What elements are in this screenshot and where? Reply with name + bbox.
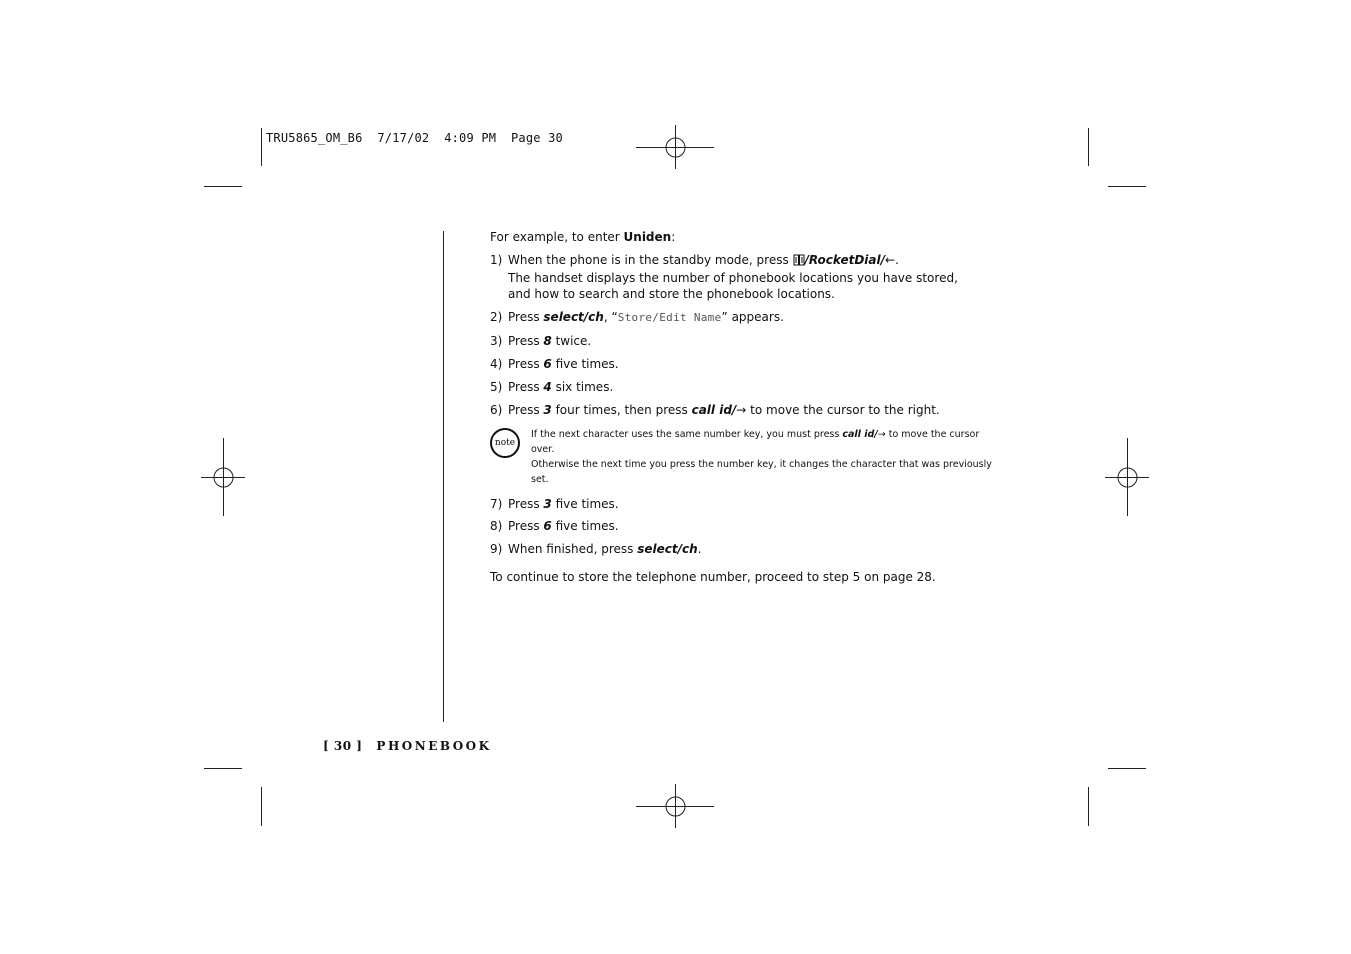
crop-mark-top-right-horizontal <box>1108 186 1146 187</box>
closing-paragraph: To continue to store the telephone number, proceed to step 5 on page 28. <box>490 570 936 584</box>
registration-mark-left <box>184 438 262 516</box>
step-text: When the phone is in the standby mode, press <box>508 253 793 267</box>
note-icon: note <box>490 428 520 458</box>
step-text: . <box>697 542 702 556</box>
registration-mark-bottom <box>636 767 714 845</box>
step-9 <box>490 541 1010 557</box>
crop-mark-bottom-right-horizontal <box>1108 768 1146 769</box>
note-text-line: Otherwise the next time you press the number key, it changes the character that was previously set. <box>531 459 992 485</box>
step-7 <box>490 496 1010 512</box>
step-text: When finished, press <box>508 542 638 556</box>
page-number: [ 30 ] <box>323 739 363 753</box>
step-3 <box>490 333 1010 349</box>
step-text: Press <box>508 380 544 394</box>
step-body <box>508 379 1010 395</box>
step-text: Press <box>508 334 544 348</box>
crop-mark-bottom-left-vertical <box>261 787 262 826</box>
step-key: 3 <box>543 497 552 511</box>
intro-suffix: : <box>671 230 676 244</box>
step-text: The handset displays the number of phonebook locations you have stored, <box>508 271 958 285</box>
step-4 <box>490 356 1010 372</box>
step-body <box>508 402 1010 418</box>
note-text <box>531 427 1001 487</box>
intro-name: Uniden <box>623 230 672 244</box>
note-box <box>490 427 1010 487</box>
phonebook-icon <box>793 254 805 270</box>
step-key: select/ch <box>543 310 604 324</box>
step-number: 5) <box>490 380 503 394</box>
step-text: ” appears. <box>721 310 784 324</box>
step-number: 2) <box>490 310 503 324</box>
step-key: 3 <box>543 403 552 417</box>
step-body <box>508 356 1010 372</box>
step-text: and how to search and store the phonebook locations. <box>508 287 835 301</box>
crop-mark-bottom-left-horizontal <box>204 768 242 769</box>
print-slug: TRU5865_OM_B6 7/17/02 4:09 PM Page 30 <box>266 131 563 145</box>
lcd-display-text: Store/Edit Name <box>617 311 722 324</box>
step-text: Press <box>508 403 544 417</box>
step-key: 4 <box>543 380 552 394</box>
page-footer <box>323 739 492 753</box>
registration-mark-top <box>636 108 714 186</box>
step-number: 3) <box>490 334 503 348</box>
main-content <box>490 229 1010 585</box>
step-6 <box>490 402 1010 418</box>
step-text: five times. <box>551 357 619 371</box>
step-body <box>508 541 1010 557</box>
step-body <box>508 252 1010 302</box>
step-text: six times. <box>551 380 614 394</box>
step-2 <box>490 309 1010 326</box>
step-text: Press <box>508 519 544 533</box>
step-key: /RocketDial/ <box>804 253 886 267</box>
step-text: to move the cursor to the right. <box>746 403 940 417</box>
step-text: . <box>895 253 899 267</box>
step-text: twice. <box>551 334 592 348</box>
step-text: five times. <box>551 519 619 533</box>
step-text: five times. <box>551 497 619 511</box>
step-1 <box>490 252 1010 302</box>
step-number: 9) <box>490 542 503 556</box>
step-text: Press <box>508 310 544 324</box>
step-key: call id/ <box>691 403 737 417</box>
note-key: call id/ <box>842 429 878 440</box>
step-key: 8 <box>543 334 552 348</box>
step-text: Press <box>508 497 544 511</box>
step-body <box>508 496 1010 512</box>
right-arrow-icon: → <box>736 403 747 417</box>
section-title: PHONEBOOK <box>376 739 492 753</box>
step-body <box>508 309 1010 326</box>
step-number: 8) <box>490 519 503 533</box>
crop-mark-top-left-horizontal <box>204 186 242 187</box>
crop-mark-top-right-vertical <box>1088 128 1089 166</box>
step-text: four times, then press <box>551 403 692 417</box>
step-body <box>508 518 1010 534</box>
step-key: select/ch <box>637 542 698 556</box>
step-number: 7) <box>490 497 503 511</box>
step-body <box>508 333 1010 349</box>
note-text-line: to move the cursor over. <box>531 429 980 455</box>
step-number: 6) <box>490 403 503 417</box>
step-key: 6 <box>543 357 552 371</box>
crop-mark-top-left-vertical <box>261 128 262 166</box>
left-arrow-icon: ← <box>885 253 896 267</box>
right-arrow-icon: → <box>877 429 886 440</box>
intro-prefix: For example, to enter <box>490 230 624 244</box>
column-divider <box>443 231 444 722</box>
step-5 <box>490 379 1010 395</box>
registration-mark-right <box>1088 438 1166 516</box>
intro-line <box>490 229 1010 245</box>
note-text-line: If the next character uses the same number key, you must press <box>531 429 843 440</box>
crop-mark-bottom-right-vertical <box>1088 787 1089 826</box>
step-text: , “ <box>603 310 618 324</box>
step-number: 4) <box>490 357 503 371</box>
step-number: 1) <box>490 253 503 267</box>
step-8 <box>490 518 1010 534</box>
step-text: Press <box>508 357 544 371</box>
step-key: 6 <box>543 519 552 533</box>
